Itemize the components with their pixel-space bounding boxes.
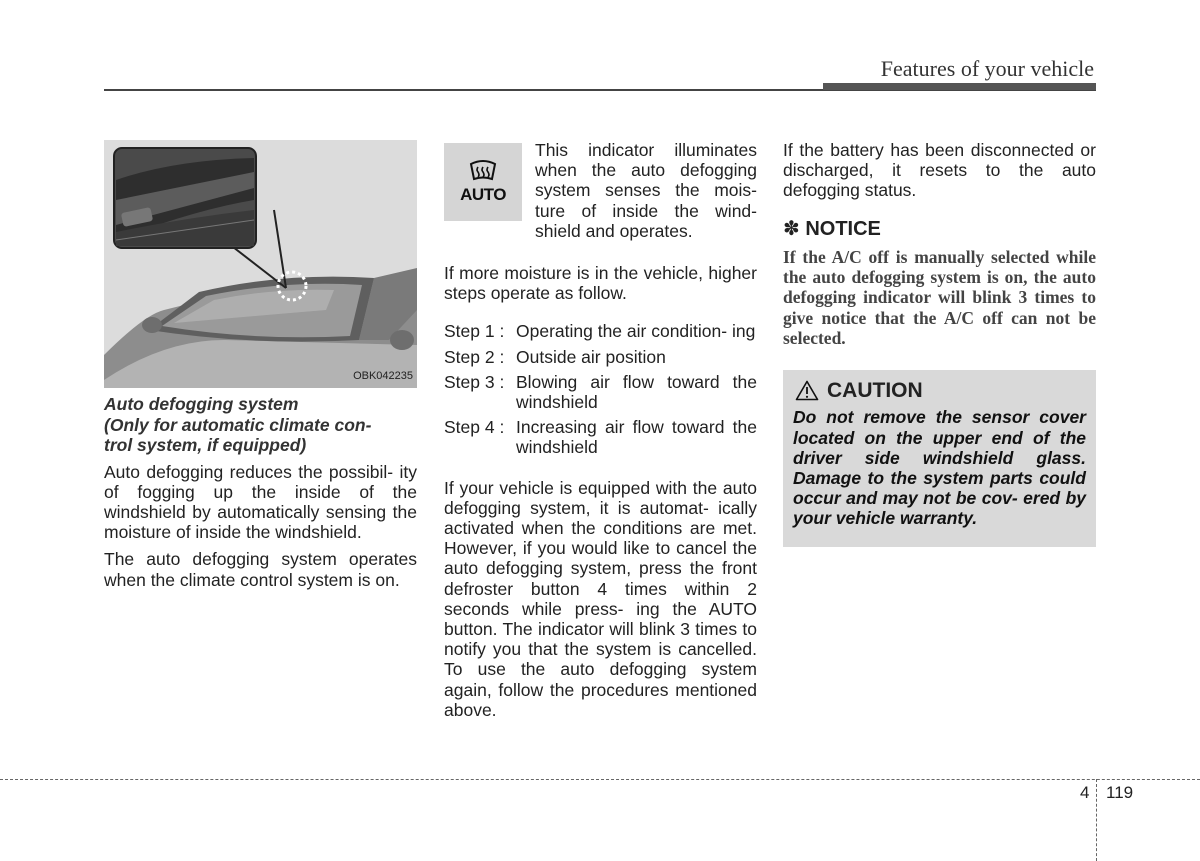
figure-code: OBK042235	[353, 369, 413, 382]
caution-body: Do not remove the sensor cover located on the upper end of the driver side windshield glass. Damage to the system parts could occur and may not be cov- ered by your vehicle warranty.	[793, 407, 1086, 529]
caution-header	[793, 380, 1086, 401]
section-number: 4	[1080, 783, 1090, 802]
auto-defog-indicator	[444, 143, 522, 221]
paragraph: Auto defogging reduces the possibil- ity of fogging up the inside of the windshield by automatically sensing the moisture of inside the windshield.	[104, 461, 417, 543]
paragraph: The auto defogging system operates when the climate control system is on.	[104, 549, 417, 590]
step-item: Step 1 : Operating the air condition- ing	[444, 321, 756, 342]
paragraph: If the battery has been disconnected or discharged, it resets to the auto defogging status.	[783, 140, 1096, 201]
windshield-figure	[104, 140, 417, 388]
indicator-label: AUTO	[460, 184, 506, 204]
indicator-description: This indicator illuminates when the auto defogging system senses the mois- ture of inside the wind- shield and operates.	[535, 140, 757, 241]
step-item: Step 2 : Outside air position	[444, 346, 666, 367]
caution-box	[783, 370, 1096, 546]
footer-divider	[0, 779, 1200, 780]
page-number: 119	[1106, 783, 1134, 802]
caution-title: CAUTION	[827, 378, 923, 402]
car-windshield-illustration	[104, 140, 417, 388]
warning-triangle-icon	[795, 380, 819, 401]
figure-caption: Auto defogging system (Only for automatic climate con- trol system, if equipped)	[104, 394, 372, 455]
windshield-defrost-icon	[468, 159, 498, 183]
steps-list	[444, 321, 757, 457]
column-3	[783, 140, 1096, 547]
paragraph: If your vehicle is equipped with the auto defogging system, it is automat- ically activated when the conditions are met. However, if you would like to cancel the auto defogging system, press the front defroster button 4 times within 2 seconds while press- ing the AUTO button. The indicator will blink 3 times to notify you that the system is cancelled. To use the auto defogging system again, follow the procedures mentioned above.	[444, 477, 757, 720]
header-rule-accent	[823, 83, 1096, 90]
footer-vertical-divider	[1096, 779, 1097, 861]
step-item: Step 4 : Increasing air flow toward the windshield	[444, 417, 757, 458]
header-title: Features of your vehicle	[880, 56, 1094, 81]
step-item: Step 3 : Blowing air flow toward the windshield	[444, 371, 757, 413]
indicator-block	[444, 140, 757, 241]
column-1	[104, 140, 417, 597]
column-2	[444, 140, 757, 727]
paragraph: If more moisture is in the vehicle, higher steps operate as follow.	[444, 263, 757, 304]
notice-title: ✽ NOTICE	[783, 217, 881, 240]
notice-body: If the A/C off is manually selected while the auto defogging system is on, the auto defogging indicator will blink 3 times to give notice that the A/C off can not be selected.	[783, 246, 1096, 348]
